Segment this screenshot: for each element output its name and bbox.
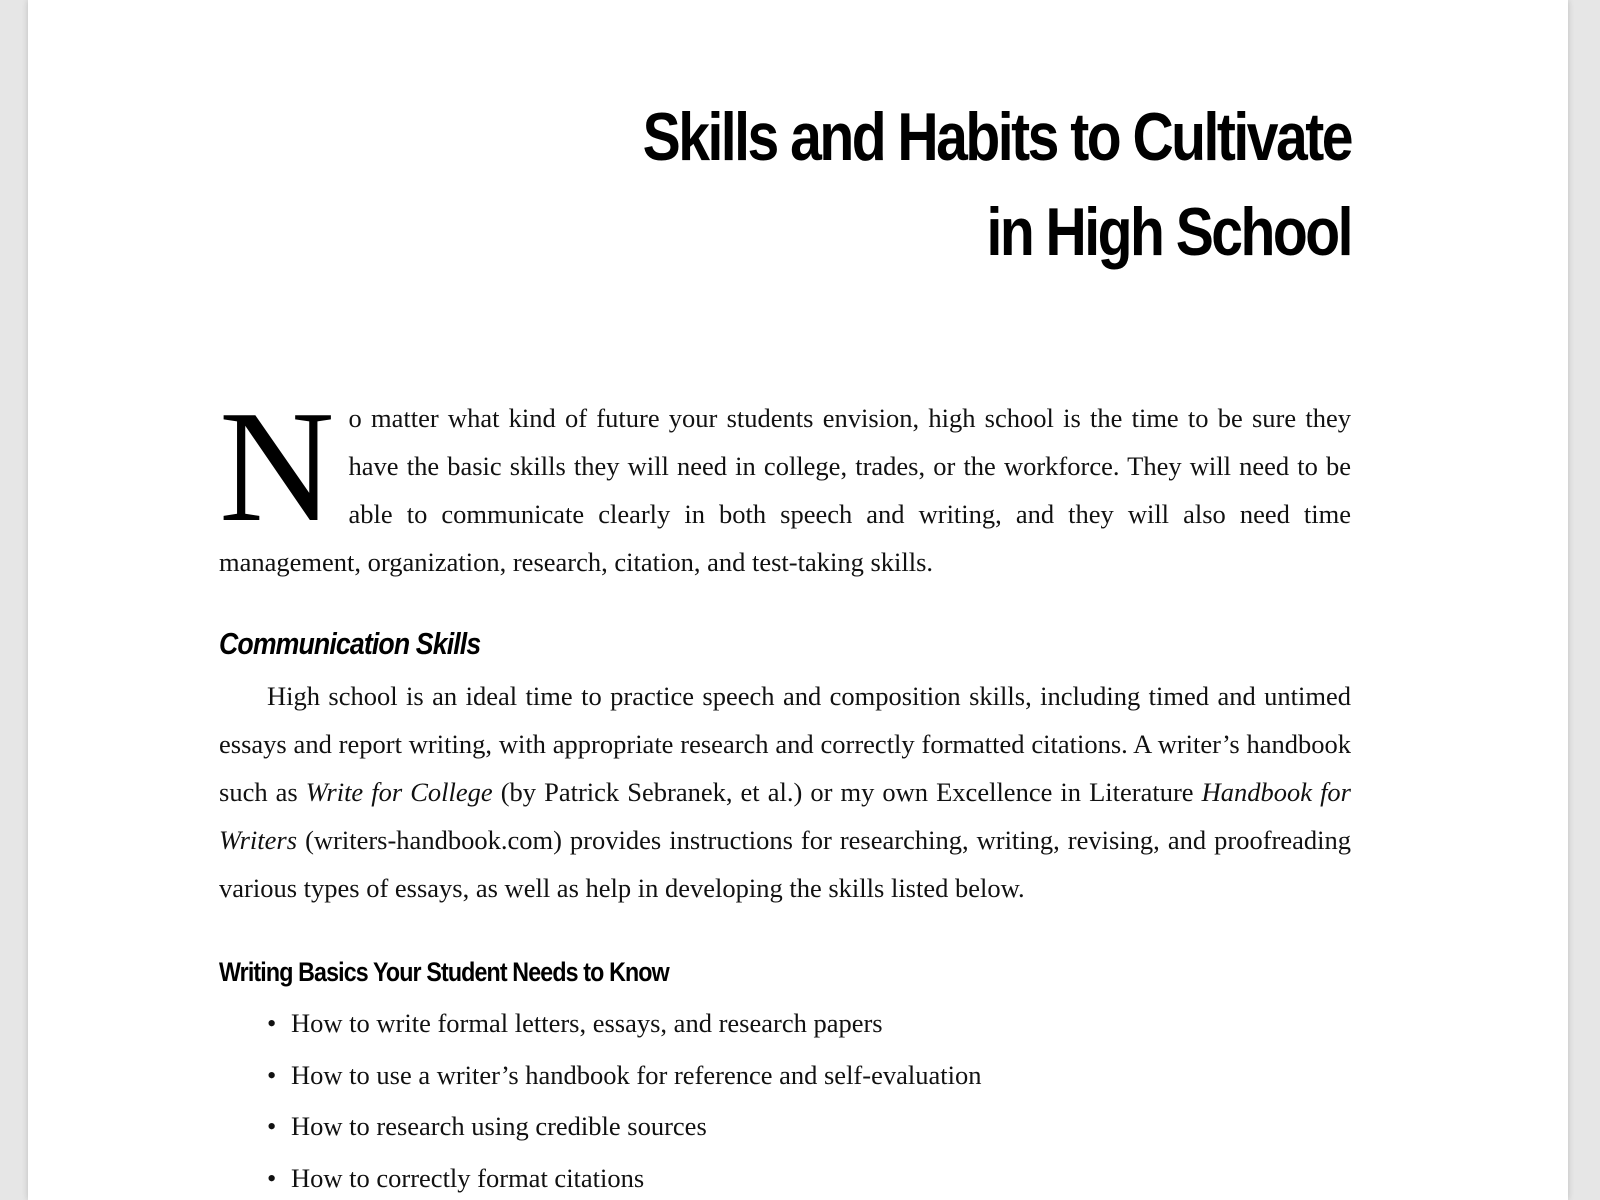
list-item <box>267 1101 1351 1153</box>
intro-paragraph <box>219 377 1351 586</box>
list-item <box>267 1050 1351 1102</box>
list-heading-writing-basics: Writing Basics Your Student Needs to Know <box>219 957 669 987</box>
page-title <box>400 0 1351 280</box>
document-page <box>28 0 1568 1200</box>
list-item-text: How to write formal letters, essays, and research papers <box>291 1008 883 1038</box>
page-title-line-2: in High School <box>986 194 1351 270</box>
writing-basics-list <box>219 998 1351 1200</box>
drop-cap: N <box>219 377 335 555</box>
page-title-line-1: Skills and Habits to Cultivate <box>642 99 1351 175</box>
list-item <box>267 998 1351 1050</box>
book-title-write-for-college: Write for College <box>305 777 493 807</box>
bullet-icon: • <box>267 1162 277 1193</box>
communication-paragraph <box>219 672 1351 912</box>
book-title-handbook-for-writers: Handbook for Writers <box>219 777 1351 855</box>
bullet-icon: • <box>267 1059 277 1090</box>
list-item-text: How to correctly format citations <box>291 1162 645 1193</box>
list-item <box>267 1153 1351 1200</box>
communication-text-2: (by Patrick Sebranek, et al.) or my own Excellence in Literature <box>492 777 1202 807</box>
bullet-icon: • <box>267 1008 277 1038</box>
intro-text: o matter what kind of future your students envision, high school is the time to be sure they have the basic skills they will need in college, trades, or the workforce. They will need to be able to communicate clearly in both speech and writing, and they will also need time management, organization, research, citation, and test-taking skills. <box>219 403 1351 577</box>
bullet-icon: • <box>267 1111 277 1141</box>
communication-text-1: High school is an ideal time to practice speech and composition skills, including timed and untimed essays and report writing, with appropriate research and correctly formatted citations. A writer’s handbook such as <box>219 681 1351 807</box>
communication-text-3: (writers-handbook.com) provides instructions for researching, writing, revising, and proofreading various types of essays, as well as help in developing the skills listed below. <box>219 825 1351 903</box>
list-item-text: How to use a writer’s handbook for reference and self-evaluation <box>291 1059 982 1090</box>
section-heading-communication: Communication Skills <box>219 626 481 661</box>
list-item-text: How to research using credible sources <box>291 1111 707 1141</box>
page-content <box>219 0 1351 1200</box>
